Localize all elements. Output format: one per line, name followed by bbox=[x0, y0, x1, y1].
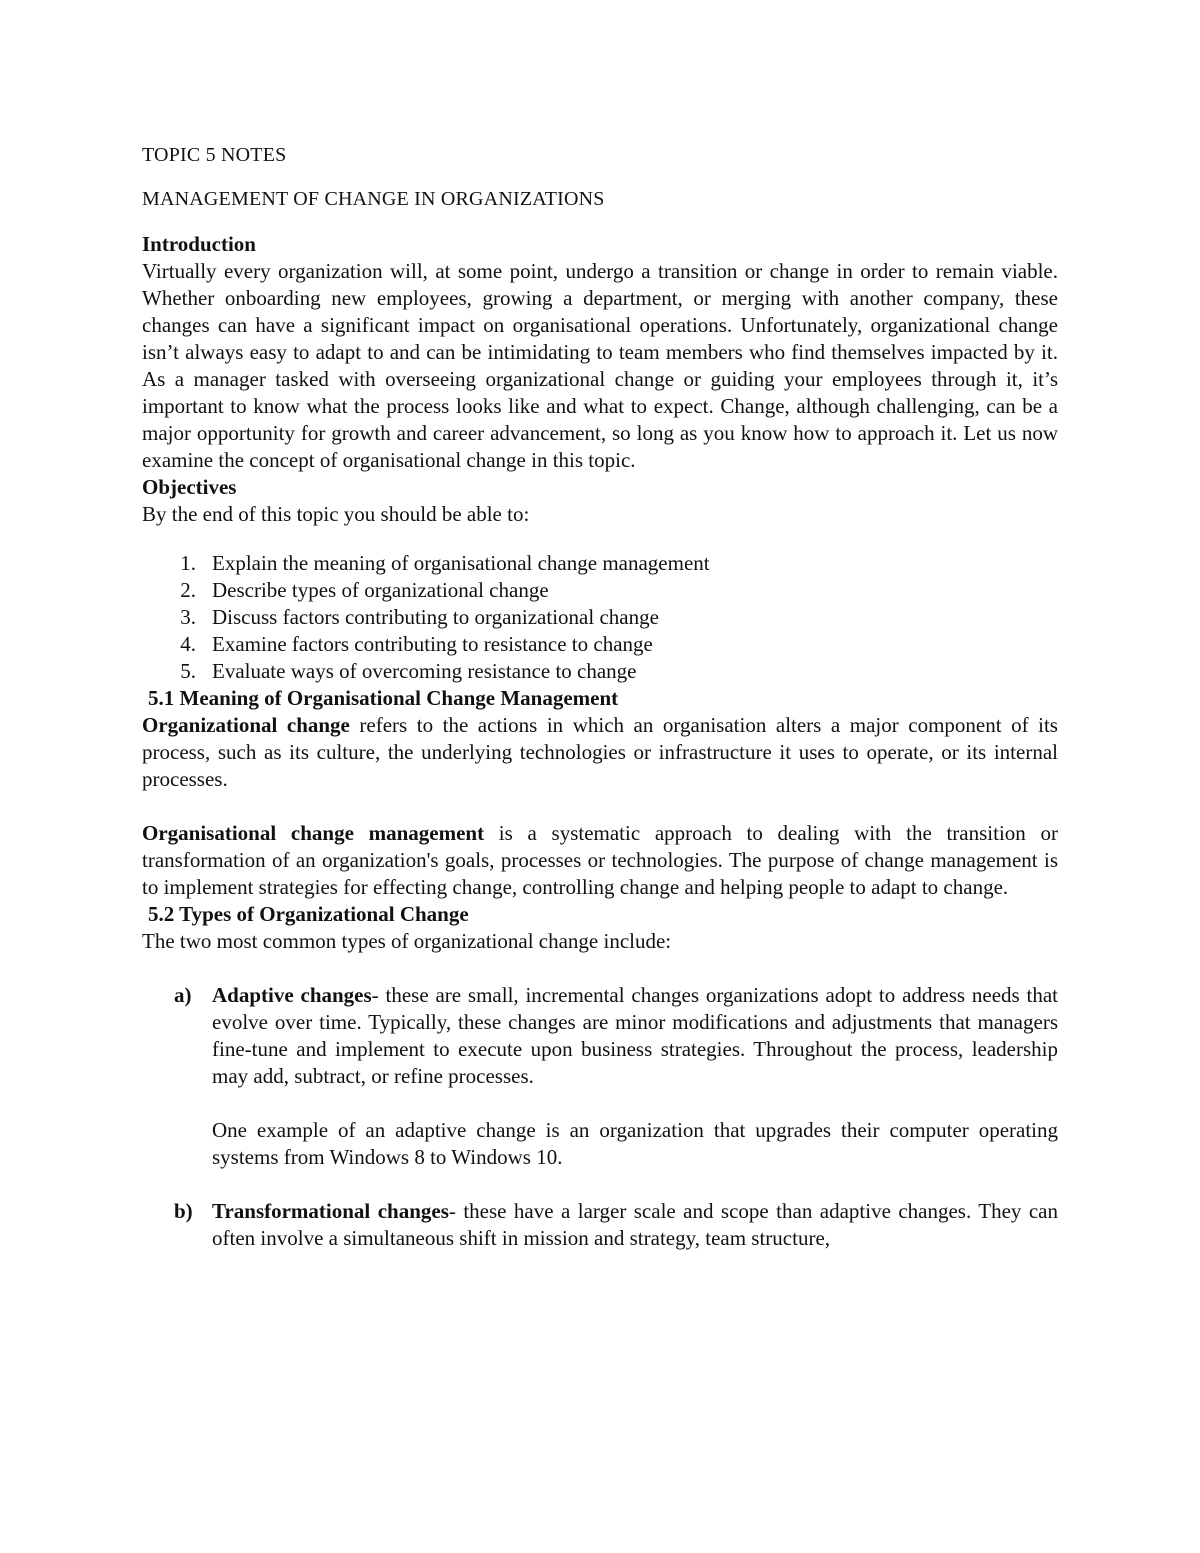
item-text: - these are small, incremental changes organizations adopt to address needs that evolve over time. Typically, these changes are minor modifications and adjustments that managers fine-tune and implement to execute upon business strategies. Throughout the process, leadership may add, subtract, or refine processes. bbox=[212, 983, 1058, 1088]
item-letter: b) bbox=[174, 1199, 193, 1223]
definition-term: Organisational change management bbox=[142, 821, 485, 845]
objectives-heading: Objectives bbox=[142, 475, 237, 499]
definition-text: refers to the actions in which an organisation alters a major component of its process, such as its culture, the underlying technologies or infrastructure it uses to operate, or its internal processes. bbox=[142, 713, 1058, 791]
change-management-definition bbox=[142, 820, 1058, 901]
adaptive-changes-description bbox=[212, 982, 1058, 1090]
item-text: - these have a larger scale and scope than adaptive changes. They can often involve a simultaneous shift in mission and strategy, team structure, bbox=[212, 1199, 1058, 1250]
list-item-text: Discuss factors contributing to organizational change bbox=[212, 605, 659, 629]
list-item bbox=[142, 604, 1058, 631]
list-item bbox=[142, 631, 1058, 658]
introduction-paragraph: Virtually every organization will, at some point, undergo a transition or change in order to remain viable. Whether onboarding new employees, growing a department, or merging with another company, these changes can have a significant impact on organisational operations. Unfortunately, organizational change isn’t always easy to adapt to and can be intimidating to team members who find themselves impacted by it. As a manager tasked with overseeing organizational change or guiding your employees through it, it’s important to know what the process looks like and what to expect. Change, although challenging, can be a major opportunity for growth and career advancement, so long as you know how to approach it. Let us now examine the concept of organisational change in this topic. bbox=[142, 259, 1058, 472]
item-body bbox=[212, 982, 1058, 1171]
introduction-heading: Introduction bbox=[142, 232, 256, 256]
item-letter: a) bbox=[174, 983, 192, 1007]
types-lead: The two most common types of organizational change include: bbox=[142, 929, 672, 953]
adaptive-changes-example: One example of an adaptive change is an organization that upgrades their computer operating systems from Windows 8 to Windows 10. bbox=[212, 1118, 1058, 1169]
item-term: Transformational changes bbox=[212, 1199, 449, 1223]
definition-text: is a systematic approach to dealing with the transition or transformation of an organization's goals, processes or technologies. The purpose of change management is to implement strategies for effecting change, controlling change and helping people to adapt to change. bbox=[142, 821, 1058, 899]
transformational-changes-description bbox=[212, 1198, 1058, 1252]
list-item-number: 2. bbox=[180, 578, 196, 602]
list-item-text: Evaluate ways of overcoming resistance to change bbox=[212, 659, 637, 683]
organizational-change-definition bbox=[142, 712, 1058, 793]
section-5-1-heading: 5.1 Meaning of Organisational Change Management bbox=[148, 686, 619, 710]
objectives-lead: By the end of this topic you should be able to: bbox=[142, 502, 530, 526]
list-item-number: 1. bbox=[180, 551, 196, 575]
list-item-number: 3. bbox=[180, 605, 196, 629]
item-term: Adaptive changes bbox=[212, 983, 372, 1007]
adaptive-changes-item bbox=[142, 982, 1058, 1171]
list-item-number: 5. bbox=[180, 659, 196, 683]
topic-label: TOPIC 5 NOTES bbox=[142, 144, 287, 166]
definition-term: Organizational change bbox=[142, 713, 350, 737]
item-body bbox=[212, 1198, 1058, 1252]
list-item bbox=[142, 658, 1058, 685]
document-page bbox=[142, 142, 1058, 1252]
list-item bbox=[142, 550, 1058, 577]
document-title: MANAGEMENT OF CHANGE IN ORGANIZATIONS bbox=[142, 188, 605, 210]
list-item-number: 4. bbox=[180, 632, 196, 656]
objectives-list bbox=[142, 550, 1058, 685]
list-item bbox=[142, 577, 1058, 604]
transformational-changes-item bbox=[142, 1198, 1058, 1252]
list-item-text: Explain the meaning of organisational change management bbox=[212, 551, 710, 575]
list-item-text: Examine factors contributing to resistance to change bbox=[212, 632, 653, 656]
section-5-2-heading: 5.2 Types of Organizational Change bbox=[148, 902, 469, 926]
list-item-text: Describe types of organizational change bbox=[212, 578, 549, 602]
